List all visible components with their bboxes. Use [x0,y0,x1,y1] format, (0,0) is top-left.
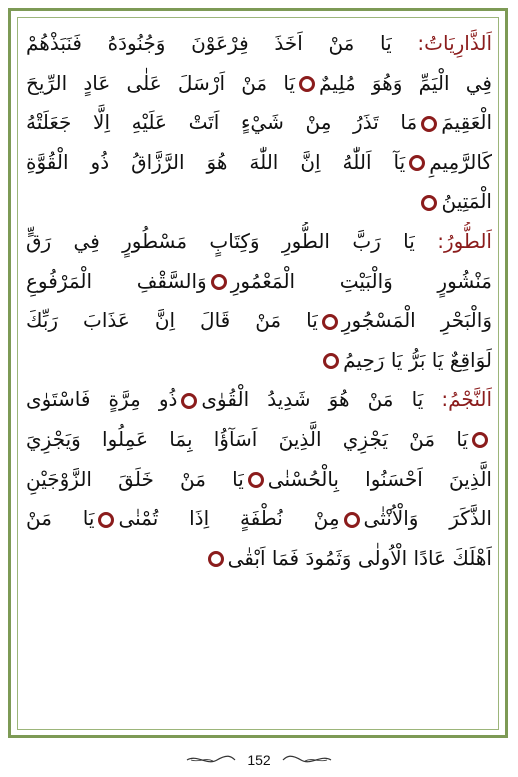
text-line [26,262,492,302]
page-number: 152 [247,752,271,768]
verse-text: الْمَتِينُ [441,189,492,214]
verse-separator-icon [323,353,339,369]
sura-heading: اَلذَّارِيَاتُ: [417,31,492,55]
verse-text: الْعَقِيمَ [441,110,492,135]
verse-separator-icon [299,76,315,92]
text-line [26,341,492,381]
text-line [26,182,492,222]
verse-text: وَالْبَحْرِ الْمَسْجُورِ [341,308,492,333]
verse-text: يَا مَنْ هُوَ شَدِيدُ الْقُوٰى [201,387,424,412]
text-line [26,24,492,64]
text-line [26,143,492,183]
verse-text: ذُو مِرَّةٍ فَاسْتَوٰى [26,387,178,412]
verse-text: الذَّكَرَ وَالْاُنْثٰى [363,506,492,531]
verse-text: لَوَاقِعٌ يَا بَرُّ يَا رَحِيمُ [343,347,492,372]
text-line [26,64,492,104]
verse-text: يَا مَنْ اَرْسَلَ عَلٰى عَادٍ الرِّيحَ [26,70,295,95]
verse-text: مَا تَذَرُ مِنْ شَيْءٍ اَتَتْ عَلَيْهِ اِلَّا جَعَلَتْهُ [26,110,418,135]
verse-text: اَهْلَكَ عَادًا الْاُولٰى وَثَمُودَ فَمَا اَبْقٰى [227,545,492,570]
sura-heading: اَلنَّجْمُ: [441,387,492,412]
verse-separator-icon [322,314,338,330]
verse-text: وَالسَّقْفِ الْمَرْفُوعِ [26,268,207,293]
verse-text: يَآ اَللّٰهُ اِنَّ اللّٰهَ هُوَ الرَّزَّاقُ ذُو الْقُوَّةِ [26,149,406,174]
right-ornament-icon [281,753,333,767]
verse-separator-icon [421,116,437,132]
text-line [26,499,492,539]
text-line [26,460,492,500]
verse-separator-icon [472,432,488,448]
text-line [26,222,492,262]
verse-separator-icon [211,274,227,290]
verse-text: يَا مَنْ اَخَذَ فِرْعَوْنَ وَجُنُودَهُ فَنَبَذْهُمْ [26,31,392,55]
verse-text: مِنْ نُطْفَةٍ اِذَا تُمْنٰى [118,506,340,531]
verse-separator-icon [181,393,197,409]
verse-text: فِي الْيَمِّ وَهُوَ مُلِيمٌ [318,70,492,95]
text-line [26,301,492,341]
left-ornament-icon [185,753,237,767]
verse-separator-icon [421,195,437,211]
verse-text: كَالرَّمِيمِ [429,149,492,174]
sura-heading: اَلطُّورُ: [437,228,492,253]
verse-separator-icon [248,472,264,488]
text-line [26,539,492,579]
verse-text: يَا مَنْ يَجْزِي الَّذِينَ اَسَآؤُا بِمَا عَمِلُوا وَيَجْزِيَ [26,426,468,451]
verse-text: مَنْشُورٍ وَالْبَيْتِ الْمَعْمُورِ [230,268,492,293]
verse-separator-icon [208,551,224,567]
verse-text: يَا رَبَّ الطُّورِ وَكِتَابٍ مَسْطُورٍ فِي رَقٍّ [26,228,415,253]
text-line [26,380,492,420]
arabic-text-block [26,24,492,724]
verse-separator-icon [98,512,114,528]
text-line [26,420,492,460]
verse-text: يَا مَنْ خَلَقَ الزَّوْجَيْنِ [26,466,244,491]
page-footer [0,748,518,772]
text-line [26,103,492,143]
verse-separator-icon [409,155,425,171]
verse-text: يَا مَنْ [26,506,95,531]
verse-separator-icon [344,512,360,528]
verse-text: يَا مَنْ قَالَ اِنَّ عَذَابَ رَبِّكَ [26,308,318,333]
verse-text: الَّذِينَ اَحْسَنُوا بِالْحُسْنٰى [267,466,492,491]
